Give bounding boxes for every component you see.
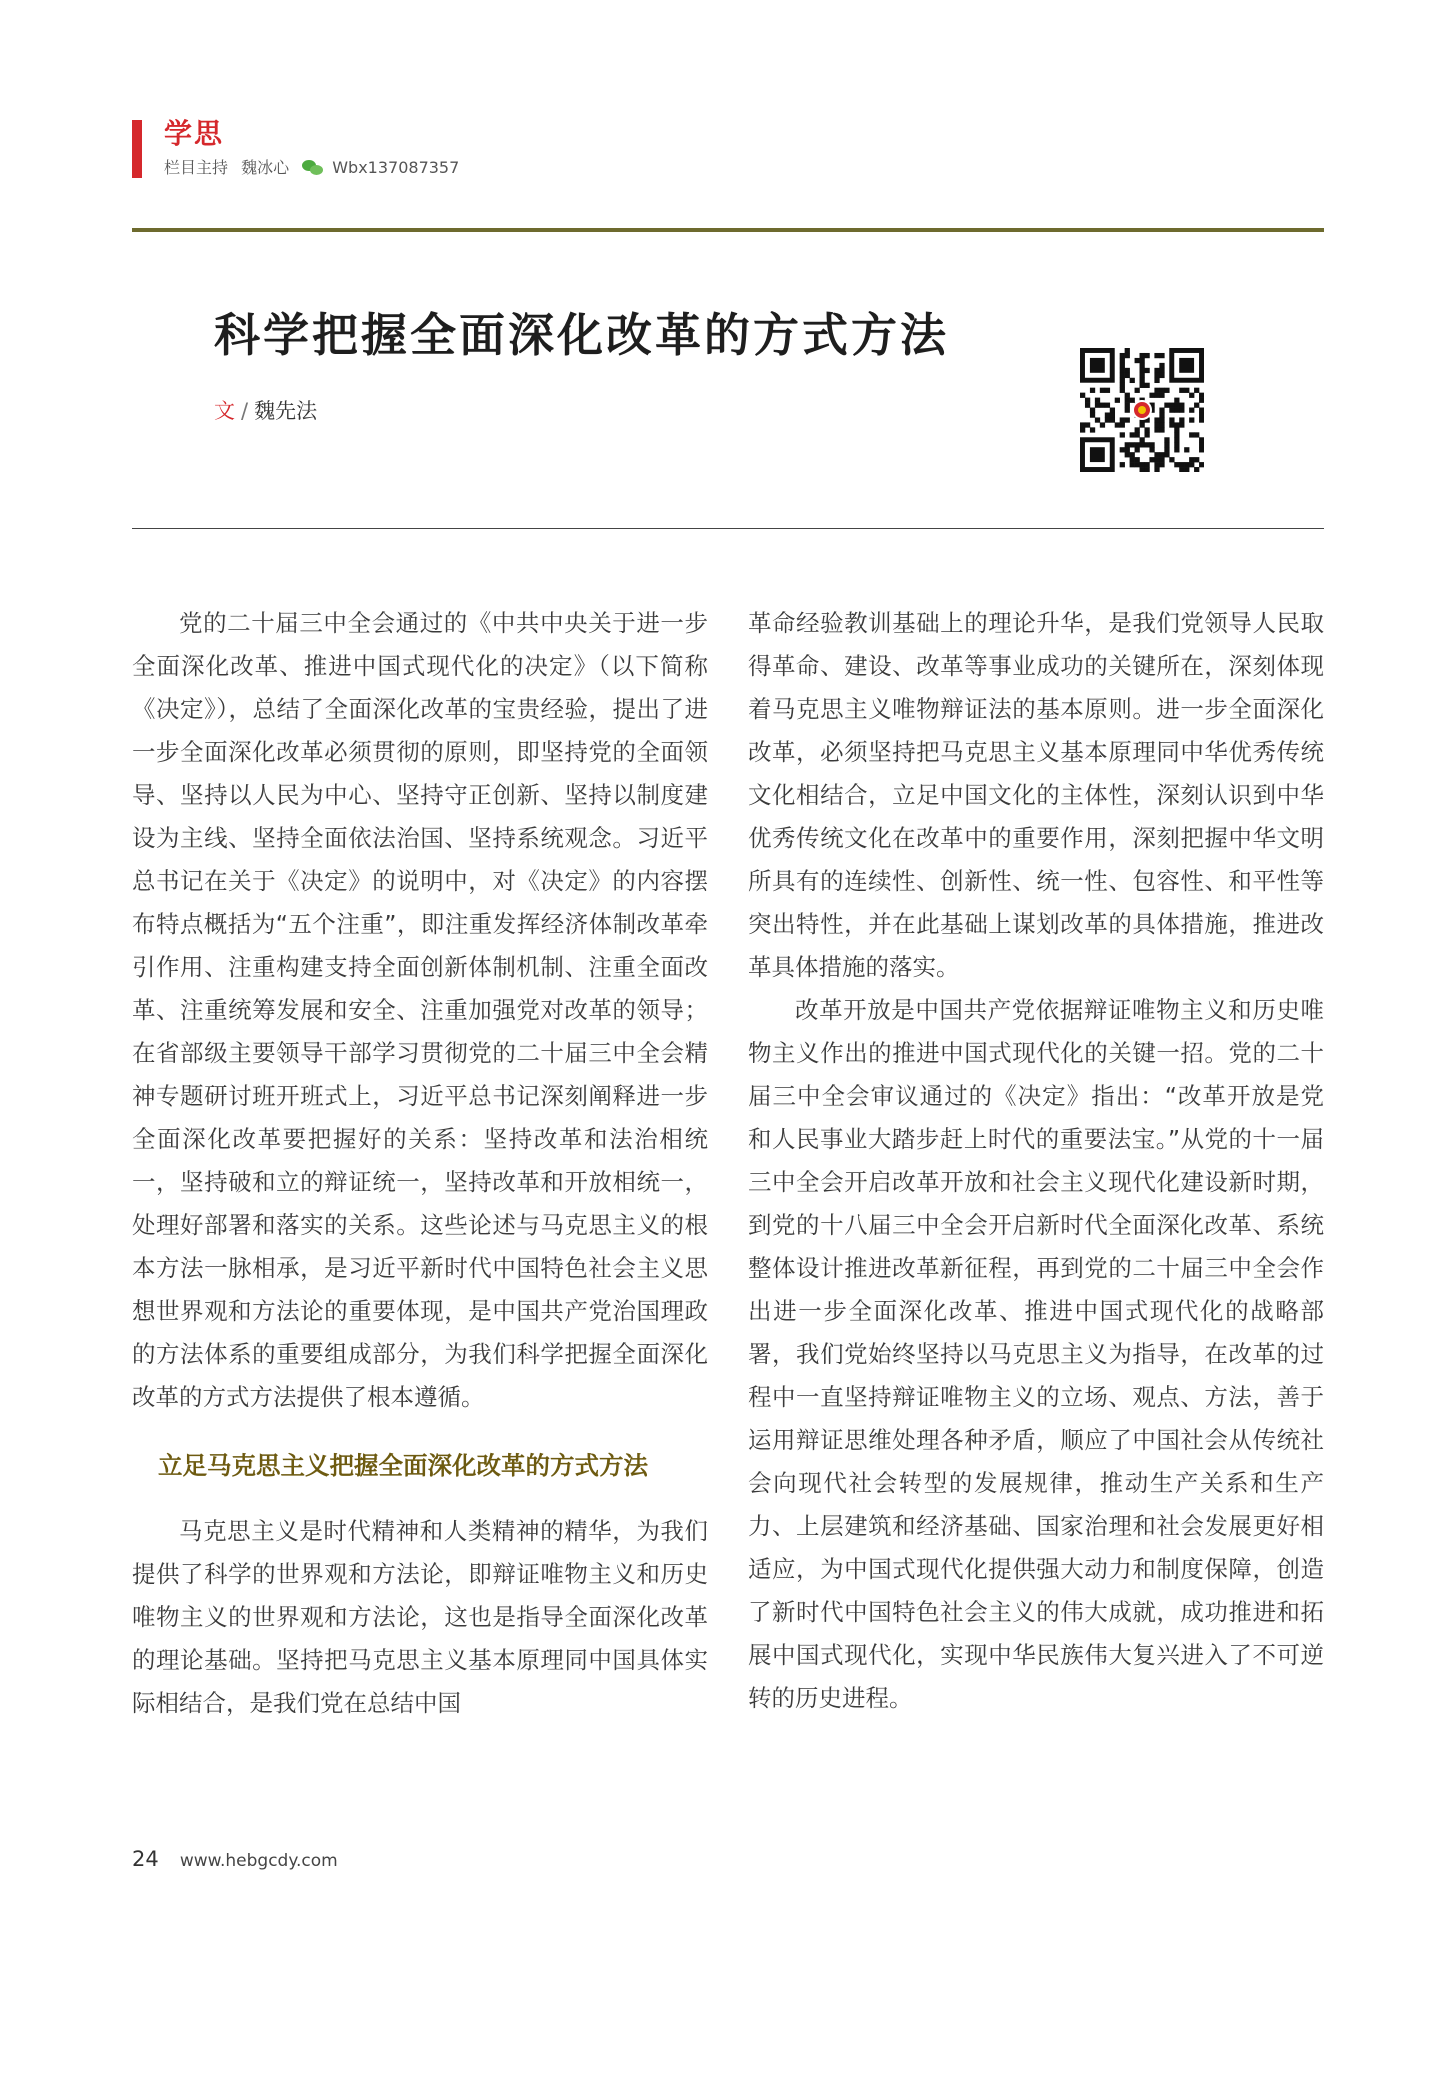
- byline: [214, 397, 317, 425]
- left-column: [132, 602, 708, 1725]
- paragraph-continued: 革命经验教训基础上的理论升华，是我们党领导人民取得革命、建设、改革等事业成功的关键所在，深刻体现着马克思主义唯物辩证法的基本原则。进一步全面深化改革，必须坚持把马克思主义基本原理同中华优秀传统文化相结合，立足中国文化的主体性，深刻认识到中华优秀传统文化在改革中的重要作用，深刻把握中华文明所具有的连续性、创新性、统一性、包容性、和平性等突出特性，并在此基础上谋划改革的具体措施，推进改革具体措施的落实。: [748, 609, 1324, 981]
- page-number: 24: [132, 1847, 159, 1871]
- wechat-icon: [302, 160, 324, 176]
- header-rule: [132, 228, 1324, 232]
- page-footer: [132, 1846, 338, 1874]
- byline-separator: /: [241, 399, 249, 423]
- qr-code-icon: [1080, 348, 1204, 472]
- title-rule: [132, 528, 1324, 529]
- article-title: 科学把握全面深化改革的方式方法: [214, 308, 949, 362]
- paragraph: 马克思主义是时代精神和人类精神的精华，为我们提供了科学的世界观和方法论，即辩证唯物主义和历史唯物主义的世界观和方法论，这也是指导全面深化改革的理论基础。坚持把马克思主义基本原理同中国具体实际相结合，是我们党在总结中国: [132, 1517, 708, 1717]
- section-subheading: 立足马克思主义把握全面深化改革的方式方法: [158, 1451, 648, 1480]
- author-name: 魏先法: [254, 399, 318, 423]
- column-accent-bar: [132, 120, 142, 178]
- column-editor-line: [164, 158, 467, 178]
- byline-lead: 文: [214, 399, 235, 423]
- paragraph: 改革开放是中国共产党依据辩证唯物主义和历史唯物主义作出的推进中国式现代化的关键一招。党的二十届三中全会审议通过的《决定》指出：“改革开放是党和人民事业大踏步赶上时代的重要法宝。”从党的十一届三中全会开启改革开放和社会主义现代化建设新时期，到党的十八届三中全会开启新时代全面深化改革、系统整体设计推进改革新征程，再到党的二十届三中全会作出进一步全面深化改革、推进中国式现代化的战略部署，我们党始终坚持以马克思主义为指导，在改革的过程中一直坚持辩证唯物主义的立场、观点、方法，善于运用辩证思维处理各种矛盾，顺应了中国社会从传统社会向现代社会转型的发展规律，推动生产关系和生产力、上层建筑和经济基础、国家治理和社会发展更好相适应，为中国式现代化提供强大动力和制度保障，创造了新时代中国特色社会主义的伟大成就，成功推进和拓展中国式现代化，实现中华民族伟大复兴进入了不可逆转的历史进程。: [748, 996, 1324, 1712]
- right-column: [748, 602, 1324, 1720]
- wechat-id: Wbx137087357: [332, 158, 460, 177]
- editor-name: 魏冰心: [241, 158, 290, 177]
- paragraph: 党的二十届三中全会通过的《中共中央关于进一步全面深化改革、推进中国式现代化的决定》（以下简称《决定》），总结了全面深化改革的宝贵经验，提出了进一步全面深化改革必须贯彻的原则，即坚持党的全面领导、坚持以人民为中心、坚持守正创新、坚持以制度建设为主线、坚持全面依法治国、坚持系统观念。习近平总书记在关于《决定》的说明中，对《决定》的内容摆布特点概括为“五个注重”，即注重发挥经济体制改革牵引作用、注重构建支持全面创新体制机制、注重全面改革、注重统筹发展和安全、注重加强党对改革的领导；在省部级主要领导干部学习贯彻党的二十届三中全会精神专题研讨班开班式上，习近平总书记深刻阐释进一步全面深化改革要把握好的关系：坚持改革和法治相统一，坚持破和立的辩证统一，坚持改革和开放相统一，处理好部署和落实的关系。这些论述与马克思主义的根本方法一脉相承，是习近平新时代中国特色社会主义思想世界观和方法论的重要体现，是中国共产党治国理政的方法体系的重要组成部分，为我们科学把握全面深化改革的方式方法提供了根本遵循。: [132, 609, 708, 1411]
- editor-label: 栏目主持: [164, 158, 229, 177]
- column-name: 学思: [164, 117, 225, 150]
- website-url: www.hebgcdy.com: [179, 1851, 338, 1871]
